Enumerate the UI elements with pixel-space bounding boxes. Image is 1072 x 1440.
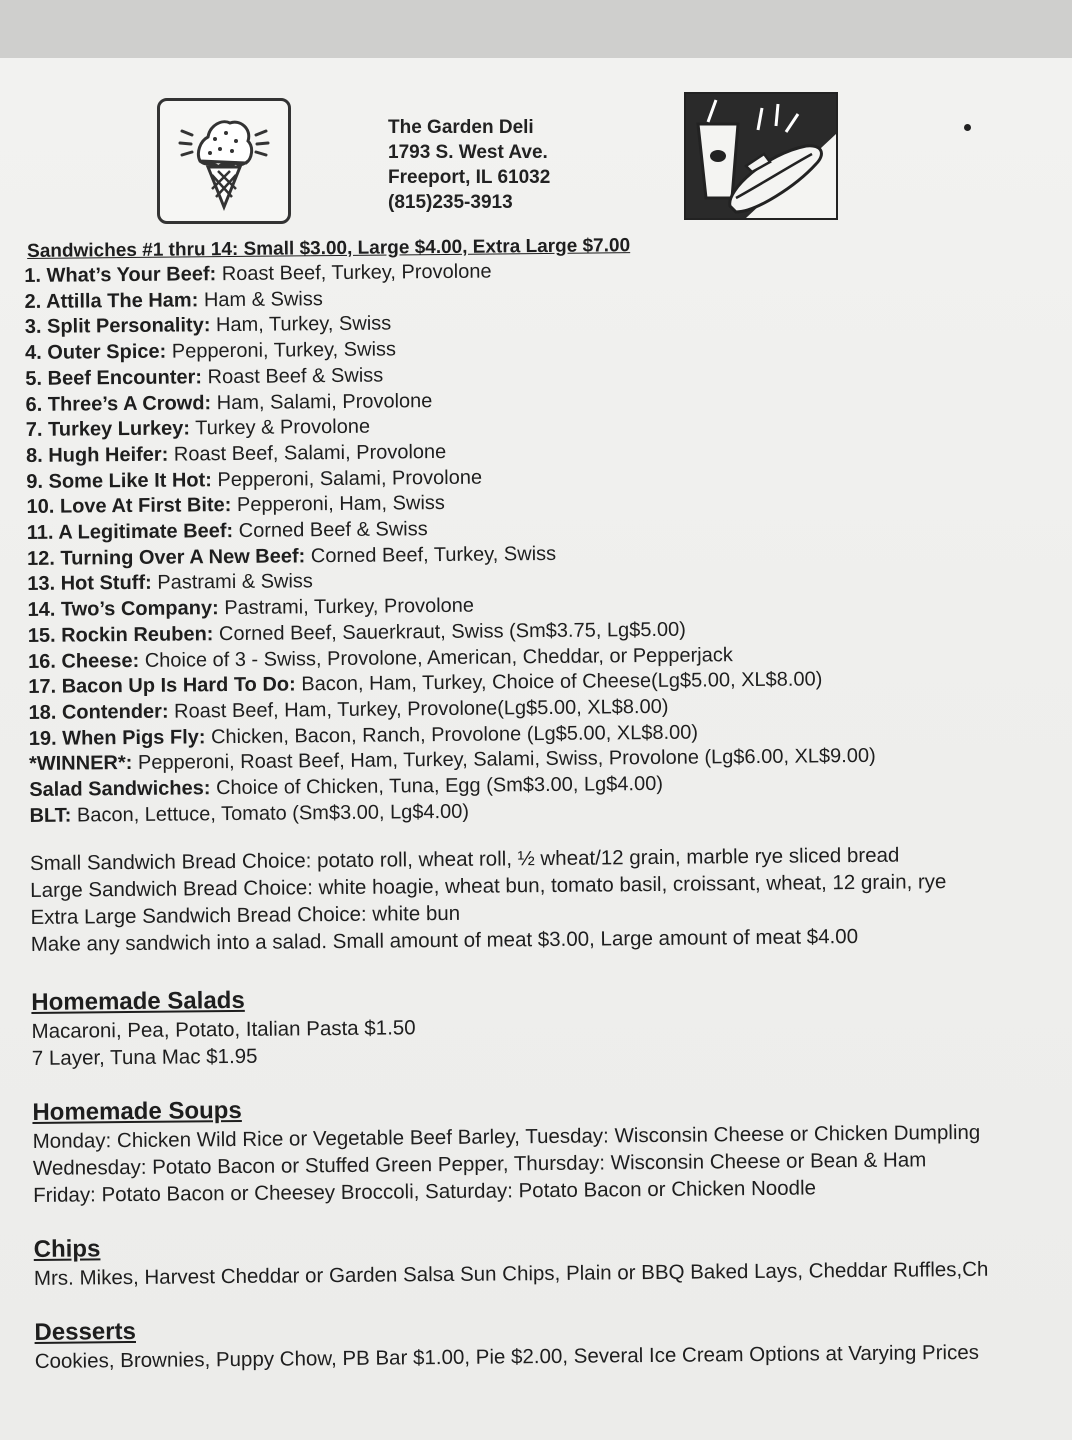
sandwich-name: 15. Rockin Reuben: bbox=[27, 623, 214, 647]
bread-line: Make any sandwich into a salad. Small amount of meat $3.00, Large amount of meat $4.00 bbox=[30, 925, 859, 957]
chips-line: Mrs. Mikes, Harvest Cheddar or Garden Salsa Sun Chips, Plain or BBQ Baked Lays, Cheddar Ruffles,Ch bbox=[33, 1258, 989, 1291]
sandwich-ingredients: Roast Beef & Swiss bbox=[207, 364, 384, 389]
sandwich-name: 19. When Pigs Fly: bbox=[28, 725, 206, 750]
sandwich-name: 18. Contender: bbox=[28, 700, 169, 724]
chips-title: Chips bbox=[33, 1235, 101, 1264]
sandwich-name: *WINNER*: bbox=[28, 752, 133, 776]
menu-content bbox=[24, 230, 1072, 1375]
deli-street: 1793 S. West Ave. bbox=[388, 142, 548, 163]
deli-phone: (815)235-3913 bbox=[388, 192, 513, 213]
deli-name: The Garden Deli bbox=[388, 117, 534, 138]
sandwich-ingredients: Corned Beef & Swiss bbox=[238, 518, 428, 542]
sandwich-list bbox=[24, 254, 1072, 830]
sandwich-name: 9. Some Like It Hot: bbox=[26, 468, 213, 493]
salads-line: Macaroni, Pea, Potato, Italian Pasta $1.50 bbox=[31, 1016, 416, 1044]
sandwich-name: 1. What’s Your Beef: bbox=[24, 263, 217, 287]
sandwich-name: 3. Split Personality: bbox=[24, 314, 211, 339]
sandwich-name: 6. Three’s A Crowd: bbox=[25, 391, 212, 416]
soups-list bbox=[33, 1118, 1072, 1209]
sandwich-name: 13. Hot Stuff: bbox=[27, 572, 152, 596]
sandwich-ingredients: Bacon, Lettuce, Tomato (Sm$3.00, Lg$4.00) bbox=[76, 800, 470, 827]
desserts-title: Desserts bbox=[34, 1318, 137, 1347]
sandwich-ingredients: Pastrami & Swiss bbox=[157, 570, 313, 595]
sandwich-ingredients: Roast Beef, Ham, Turkey, Provolone(Lg$5.00, XL$8.00) bbox=[174, 695, 669, 723]
bread-line: Extra Large Sandwich Bread Choice: white bun bbox=[30, 902, 461, 930]
stray-dot bbox=[964, 124, 971, 131]
sandwich-ingredients: Pepperoni, Roast Beef, Ham, Turkey, Salami, Swiss, Provolone (Lg$6.00, XL$9.00) bbox=[137, 745, 876, 775]
sandwich-name: 7. Turkey Lurkey: bbox=[25, 417, 191, 442]
sandwich-ingredients: Pepperoni, Salami, Provolone bbox=[217, 466, 483, 491]
sandwich-ingredients: Turkey & Provolone bbox=[195, 415, 371, 440]
sandwich-name: 14. Two’s Company: bbox=[27, 597, 219, 622]
sandwich-ingredients: Pepperoni, Turkey, Swiss bbox=[171, 338, 397, 363]
sandwich-ingredients: Ham, Turkey, Swiss bbox=[215, 312, 392, 337]
menu-page bbox=[0, 58, 1072, 1440]
drink-and-sandwich-icon bbox=[684, 92, 838, 220]
sandwich-name: BLT: bbox=[29, 804, 72, 827]
salads-line: 7 Layer, Tuna Mac $1.95 bbox=[31, 1045, 258, 1071]
salads-list bbox=[31, 1008, 1072, 1072]
sandwich-ingredients: Corned Beef, Sauerkraut, Swiss (Sm$3.75, Lg$5.00) bbox=[218, 618, 686, 645]
soups-line: Wednesday: Potato Bacon or Stuffed Green Pepper, Thursday: Wisconsin Cheese or Bean & Ham bbox=[32, 1148, 927, 1181]
bread-line: Small Sandwich Bread Choice: potato roll, wheat roll, ½ wheat/12 grain, marble rye sliced bread bbox=[29, 844, 900, 876]
sandwich-ingredients: Choice of 3 - Swiss, Provolone, American, Cheddar, or Pepperjack bbox=[144, 643, 733, 672]
sandwich-name: 8. Hugh Heifer: bbox=[25, 443, 169, 467]
ice-cream-cone-icon bbox=[157, 98, 291, 224]
soups-line: Friday: Potato Bacon or Cheesey Broccoli, Saturday: Potato Bacon or Chicken Noodle bbox=[33, 1176, 817, 1208]
sandwich-name: 4. Outer Spice: bbox=[24, 340, 167, 365]
sandwich-name: 17. Bacon Up Is Hard To Do: bbox=[28, 673, 296, 699]
deli-address bbox=[388, 115, 550, 215]
sandwich-name: 10. Love At First Bite: bbox=[26, 494, 232, 519]
sandwich-name: 5. Beef Encounter: bbox=[25, 366, 203, 390]
sandwich-ingredients: Ham, Salami, Provolone bbox=[216, 389, 433, 414]
sandwich-pricing-heading: Sandwiches #1 thru 14: Small $3.00, Large $4.00, Extra Large $7.00 bbox=[27, 235, 631, 262]
sandwich-name: 16. Cheese: bbox=[27, 649, 140, 673]
bread-choices bbox=[30, 840, 1072, 958]
salads-title: Homemade Salads bbox=[31, 987, 245, 1017]
sandwich-name: 11. A Legitimate Beef: bbox=[26, 520, 234, 545]
soups-line: Monday: Chicken Wild Rice or Vegetable Beef Barley, Tuesday: Wisconsin Cheese or Chicken Dumpling bbox=[32, 1121, 981, 1154]
sandwich-ingredients: Corned Beef, Turkey, Swiss bbox=[310, 542, 557, 567]
sandwich-name: 12. Turning Over A New Beef: bbox=[26, 545, 306, 570]
soups-title: Homemade Soups bbox=[32, 1097, 242, 1127]
sandwich-ingredients: Choice of Chicken, Tuna, Egg (Sm$3.00, Lg$4.00) bbox=[215, 772, 664, 800]
sandwich-ingredients: Roast Beef, Salami, Provolone bbox=[173, 440, 447, 466]
desserts-line: Cookies, Brownies, Puppy Chow, PB Bar $1.00, Pie $2.00, Several Ice Cream Options at Varying Prices bbox=[34, 1341, 980, 1374]
bread-line: Large Sandwich Bread Choice: white hoagie, wheat bun, tomato basil, croissant, wheat, 12 grain, rye bbox=[30, 870, 947, 903]
sandwich-ingredients: Bacon, Ham, Turkey, Choice of Cheese(Lg$5.00, XL$8.00) bbox=[301, 668, 823, 696]
sandwich-ingredients: Pepperoni, Ham, Swiss bbox=[236, 492, 445, 517]
sandwich-ingredients: Pastrami, Turkey, Provolone bbox=[224, 594, 475, 620]
sandwich-name: Salad Sandwiches: bbox=[29, 777, 211, 802]
sandwich-name: 2. Attilla The Ham: bbox=[24, 289, 199, 313]
sandwich-ingredients: Roast Beef, Turkey, Provolone bbox=[221, 260, 492, 286]
deli-city: Freeport, IL 61032 bbox=[388, 167, 551, 188]
sandwich-ingredients: Ham & Swiss bbox=[203, 287, 323, 311]
sandwich-ingredients: Chicken, Bacon, Ranch, Provolone (Lg$5.00, XL$8.00) bbox=[210, 721, 699, 748]
